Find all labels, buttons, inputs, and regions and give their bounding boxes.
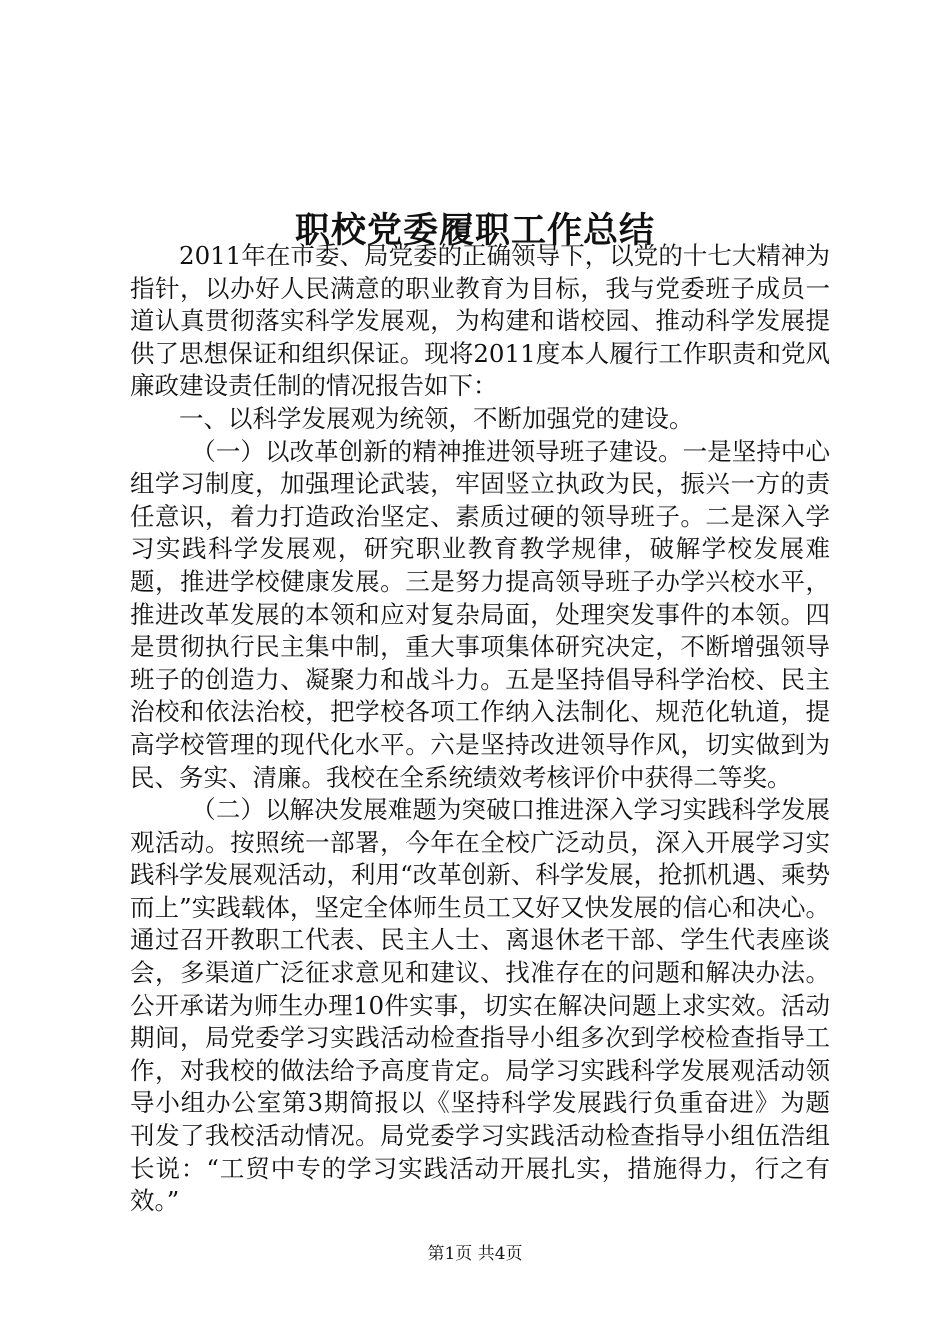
intro-paragraph: 2011年在市委、局党委的正确领导下，以党的十七大精神为指针，以办好人民满意的职业教育为目标，我与党委班子成员一道认真贯彻落实科学发展观，为构建和谐校园、推动科学发展提供了思想保证和组织保证。现将2011度本人履行工作职责和党风廉政建设责任制的情况报告如下： bbox=[130, 241, 830, 401]
subsection-paragraph-1: （一）以改革创新的精神推进领导班子建设。一是坚持中心组学习制度，加强理论武装，牢固竖立执政为民，振兴一方的责任意识，着力打造政治坚定、素质过硬的领导班子。二是深入学习实践科学发展观，研究职业教育教学规律，破解学校发展难题，推进学校健康发展。三是努力提高领导班子办学兴校水平，推进改革发展的本领和应对复杂局面，处理突发事件的本领。四是贯彻执行民主集中制，重大事项集体研究决定，不断增强领导班子的创造力、凝聚力和战斗力。五是坚持倡导科学治校、民主治校和依法治校，把学校各项工作纳入法制化、规范化轨道，提高学校管理的现代化水平。六是坚持改进领导作风，切实做到为民、务实、清廉。我校在全系统绩效考核评价中获得二等奖。 bbox=[130, 436, 830, 792]
subsection-paragraph-2: （二）以解决发展难题为突破口推进深入学习实践科学发展观活动。按照统一部署，今年在全校广泛动员，深入开展学习实践科学发展观活动，利用“改革创新、科学发展，抢抓机遇、乘势而上”实践载体，坚定全体师生员工又好又快发展的信心和决心。通过召开教职工代表、民主人士、离退休老干部、学生代表座谈会，多渠道广泛征求意见和建议、找准存在的问题和解决办法。公开承诺为师生办理10件实事，切实在解决问题上求实效。活动期间，局党委学习实践活动检查指导小组多次到学校检查指导工作，对我校的做法给予高度肯定。局学习实践科学发展观活动领导小组办公室第3期简报以《坚持科学发展践行负重奋进》为题刊发了我校活动情况。局党委学习实践活动检查指导小组伍浩组长说：“工贸中专的学习实践活动开展扎实，措施得力，行之有效。” bbox=[130, 795, 830, 1216]
section-heading-1: 一、以科学发展观为统领，不断加强党的建设。 bbox=[179, 403, 694, 433]
page-number-footer: 第1页 共4页 bbox=[427, 1244, 523, 1264]
document-title: 职校党委履职工作总结 bbox=[294, 210, 655, 252]
document-body bbox=[130, 240, 830, 1218]
